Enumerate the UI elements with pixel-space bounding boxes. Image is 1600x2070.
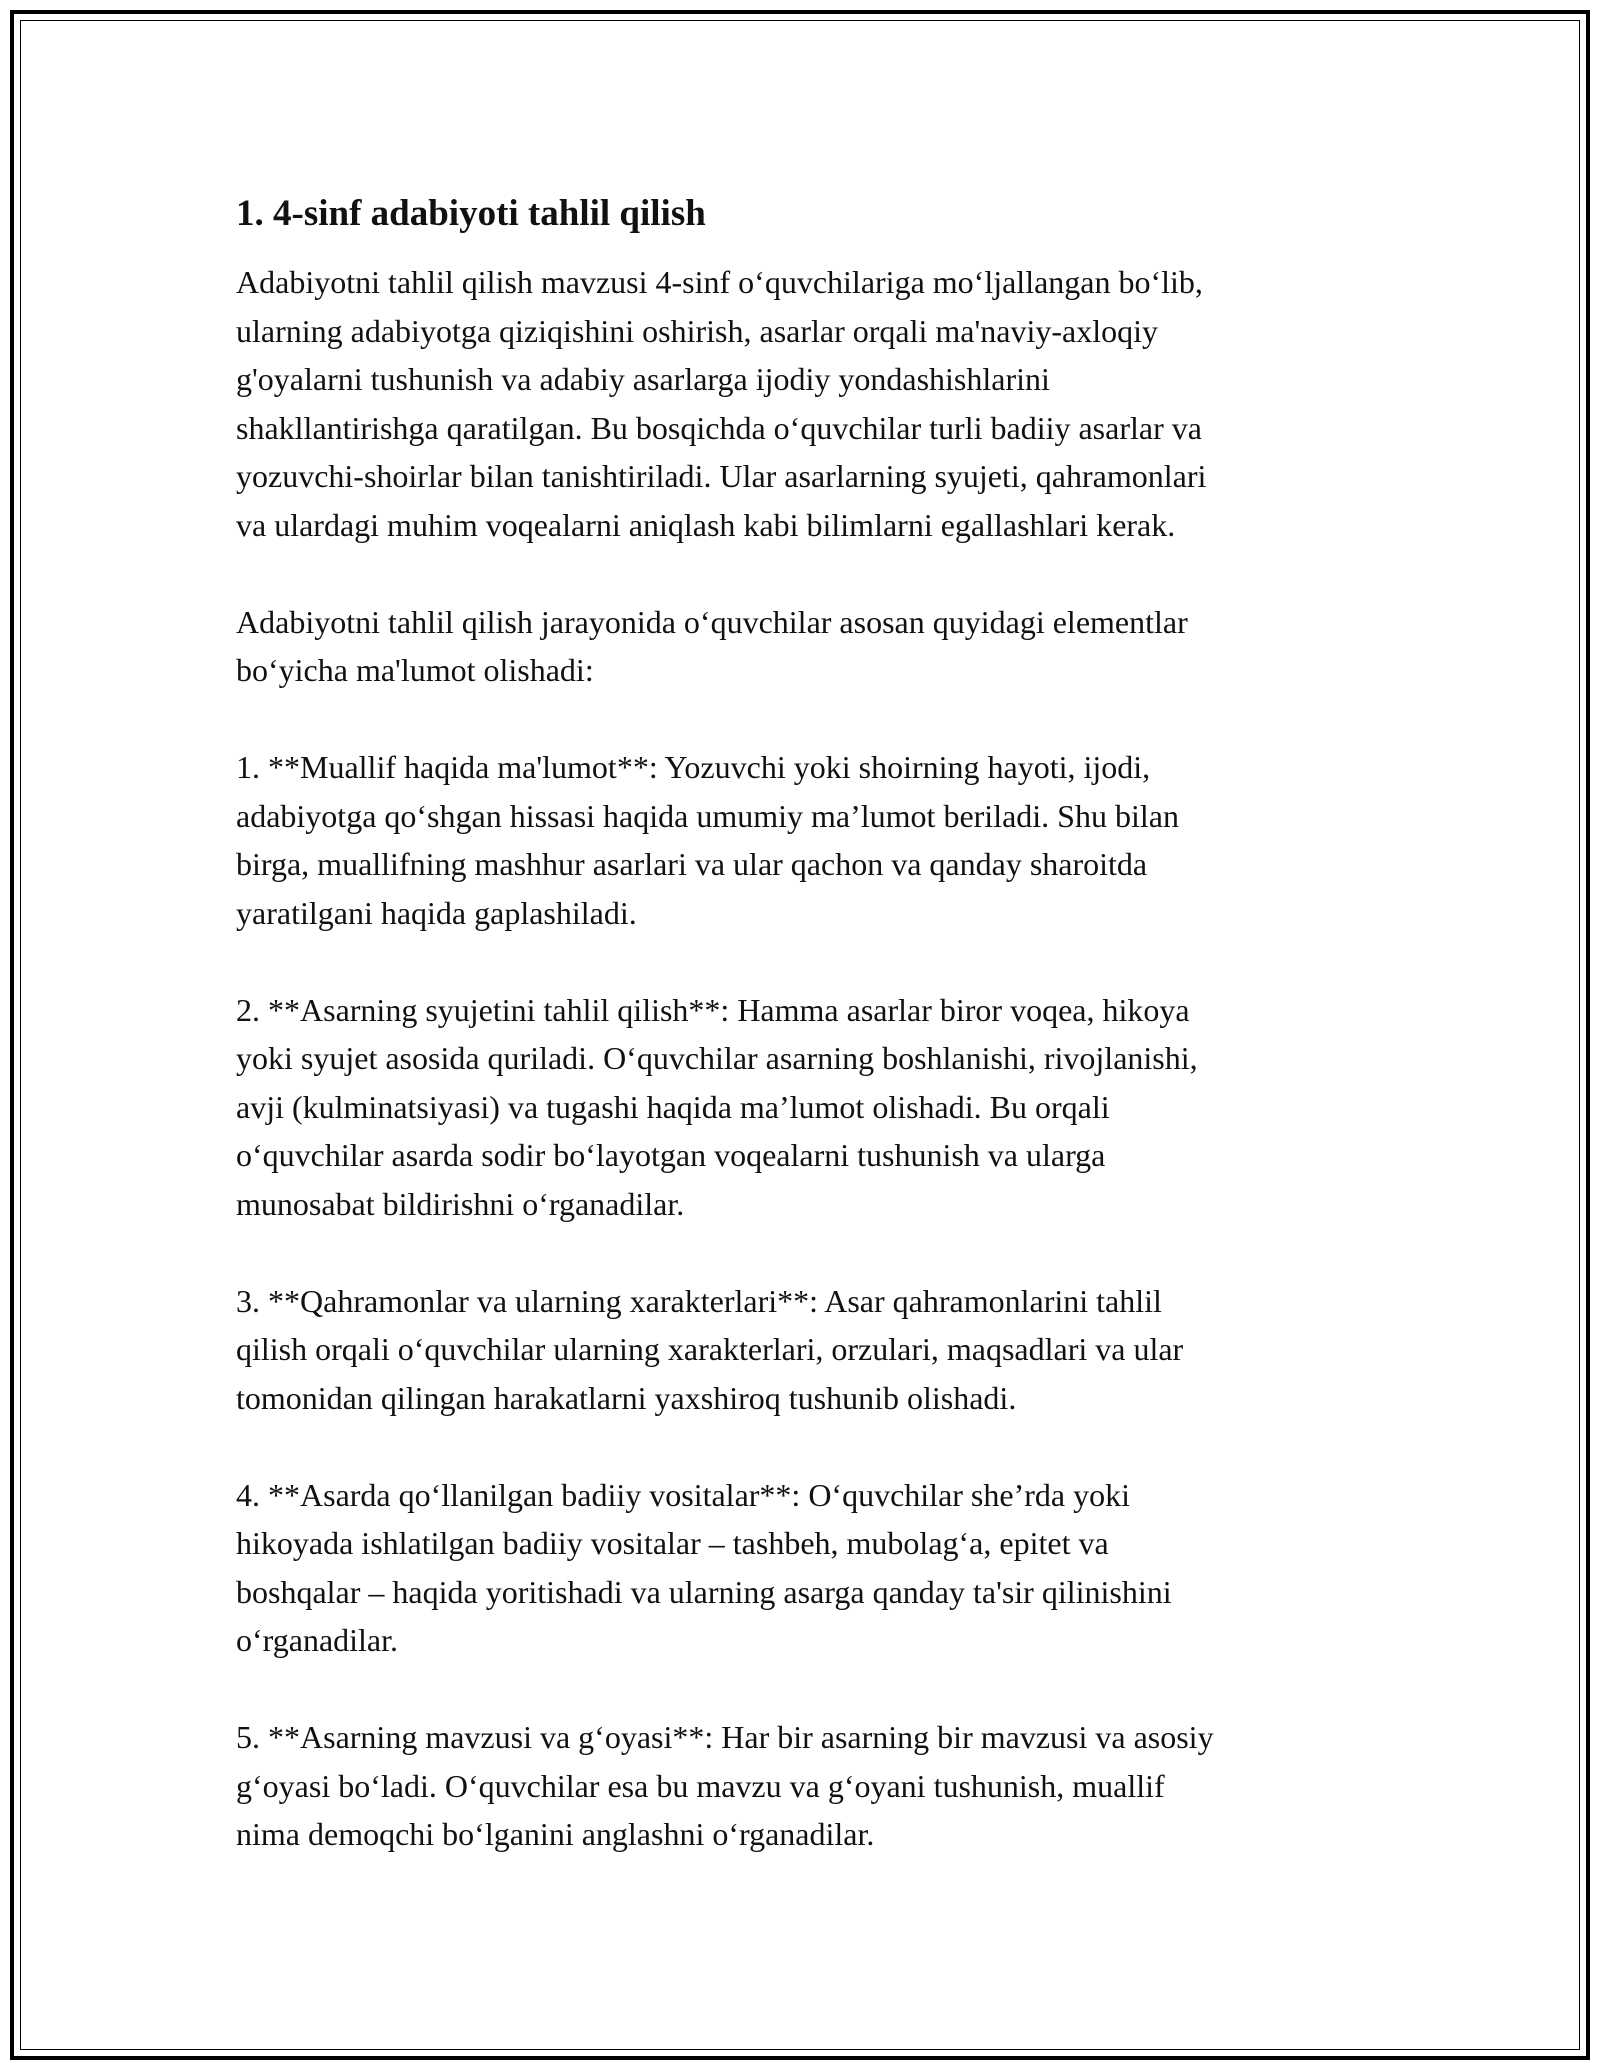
paragraph-gap — [236, 1665, 1366, 1714]
section-title: 1. 4-sinf adabiyoti tahlil qilish — [236, 193, 706, 234]
list-item-theme-idea: 5. **Asarning mavzusi va g‘oyasi**: Har bir asarning bir mavzusi va asosiy g‘oyasi bo‘ladi. O‘quvchilar esa bu mavzu va g‘oyani tushunish, muallif nima demoqchi bo‘lganini anglashni o‘rganadilar. — [236, 1719, 1214, 1852]
paragraph-gap — [236, 695, 1366, 744]
paragraph-gap — [236, 549, 1366, 598]
list-item-author-info: 1. **Muallif haqida ma'lumot**: Yozuvchi yoki shoirning hayoti, ijodi, adabiyotga qo‘shgan hissasi haqida umumiy ma’lumot beriladi. Shu bilan birga, muallifning mashhur asarlari va ular qachon va qanday sharoitda yaratilgani haqida gaplashiladi. — [236, 749, 1179, 931]
paragraph-gap — [236, 1228, 1366, 1277]
paragraph-gap — [236, 937, 1366, 986]
list-item-plot-analysis: 2. **Asarning syujetini tahlil qilish**: Hamma asarlar biror voqea, hikoya yoki syujet asosida quriladi. O‘quvchilar asarning boshlanishi, rivojlanishi, avji (kulminatsiyasi) va tugashi haqida ma’lumot olishadi. Bu orqali o‘quvchilar asarda sodir bo‘layotgan voqealarni tushunish va ularga munosabat bildirishni o‘rganadilar. — [236, 991, 1198, 1222]
list-item-characters: 3. **Qahramonlar va ularning xarakterlari**: Asar qahramonlarini tahlil qilish orqali o‘quvchilar ularning xarakterlari, orzulari, maqsadlari va ular tomonidan qilingan harakatlarni yaxshiroq tushunib olishadi. — [236, 1282, 1184, 1416]
paragraph-elements-lead: Adabiyotni tahlil qilish jarayonida o‘quvchilar asosan quyidagi elementlar bo‘yicha ma'lumot olishadi: — [236, 603, 1188, 688]
document-body — [236, 190, 1366, 1859]
paragraph-gap — [236, 1422, 1366, 1471]
paragraph-intro: Adabiyotni tahlil qilish mavzusi 4-sinf o‘quvchilariga mo‘ljallangan bo‘lib, ularning adabiyotga qiziqishini oshirish, asarlar orqali ma'naviy-axloqiy g'oyalarni tushunish va adabiy asarlarga ijodiy yondashishlarini shakllantirishga qaratilgan. Bu bosqichda o‘quvchilar turli badiiy asarlar va yozuvchi-shoirlar bilan tanishtiriladi. Ular asarlarning syujeti, qahramonlari va ulardagi muhim voqealarni aniqlash kabi bilimlarni egallashlari kerak. — [236, 264, 1207, 543]
list-item-artistic-devices: 4. **Asarda qo‘llanilgan badiiy vositalar**: O‘quvchilar she’rda yoki hikoyada ishlatilgan badiiy vositalar – tashbeh, mubolag‘a, epitet va boshqalar – haqida yoritishadi va ularning asarga qanday ta'sir qilinishini o‘rganadilar. — [236, 1476, 1172, 1658]
